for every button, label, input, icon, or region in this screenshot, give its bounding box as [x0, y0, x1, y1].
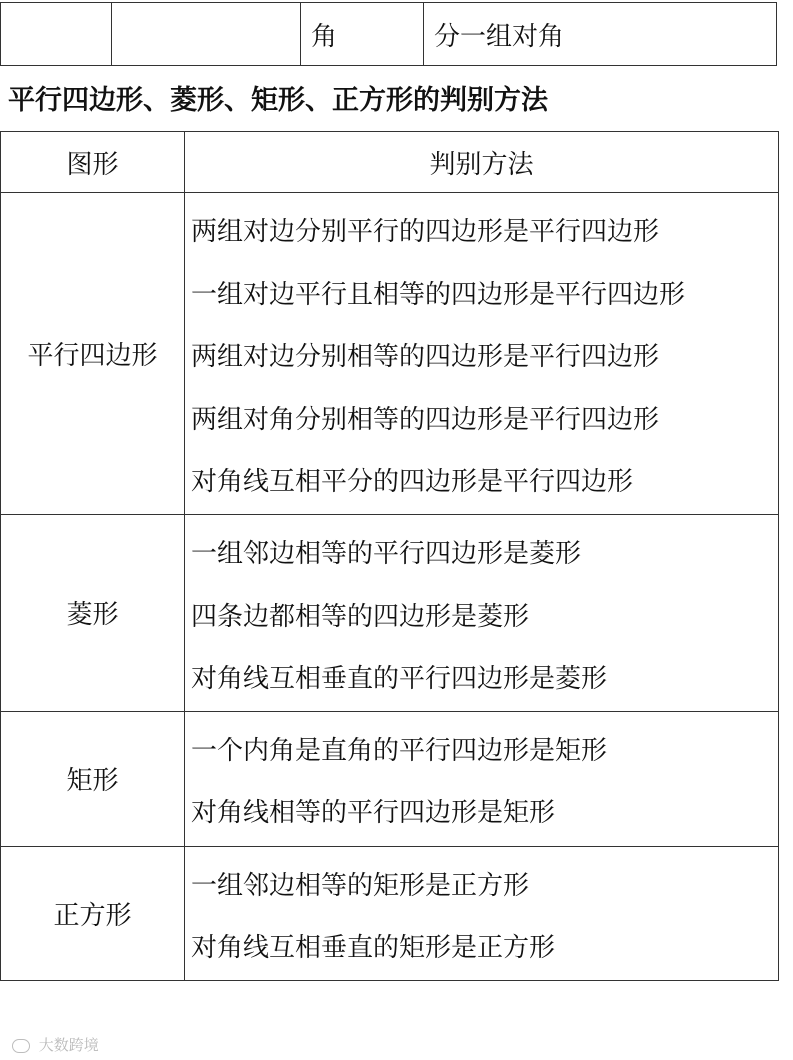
table-row	[1, 3, 777, 66]
previous-table-fragment	[0, 2, 777, 66]
table-cell	[1, 3, 112, 66]
method-item: 一组邻边相等的矩形是正方形	[191, 870, 530, 901]
table-row-rectangle	[1, 711, 779, 846]
table-cell: 分一组对角	[424, 3, 777, 66]
method-item: 一组邻边相等的平行四边形是菱形	[191, 539, 582, 569]
watermark-logo-icon	[12, 1039, 30, 1053]
table-cell: 角	[301, 3, 424, 66]
table-row-parallelogram	[1, 193, 779, 515]
table-cell	[112, 3, 301, 66]
method-list	[185, 515, 779, 712]
method-item: 四条边都相等的四边形是菱形	[191, 601, 530, 632]
method-item: 两组对边分别相等的四边形是平行四边形	[191, 342, 660, 373]
shape-name: 矩形	[1, 711, 185, 846]
section-title: 平行四边形、菱形、矩形、正方形的判别方法	[8, 85, 548, 116]
table-row-square	[1, 846, 779, 980]
watermark-text: 大数跨境	[38, 1036, 99, 1054]
shape-name: 菱形	[1, 515, 185, 712]
method-item: 一组对边平行且相等的四边形是平行四边形	[191, 279, 686, 310]
header-method: 判别方法	[185, 132, 779, 193]
table-header-row	[1, 132, 779, 193]
method-item: 对角线互相垂直的平行四边形是菱形	[191, 664, 608, 695]
table-row-rhombus	[1, 515, 779, 712]
criteria-table	[0, 131, 779, 981]
header-shape: 图形	[1, 132, 185, 193]
method-list	[185, 711, 779, 846]
method-item: 对角线相等的平行四边形是矩形	[191, 798, 556, 829]
watermark	[12, 1034, 99, 1055]
method-item: 一个内角是直角的平行四边形是矩形	[191, 735, 608, 766]
method-item: 对角线互相垂直的矩形是正方形	[191, 933, 556, 964]
method-item: 两组对角分别相等的四边形是平行四边形	[191, 404, 660, 435]
method-list	[185, 193, 779, 515]
method-item: 两组对边分别平行的四边形是平行四边形	[191, 217, 660, 247]
shape-name: 正方形	[1, 846, 185, 980]
method-list	[185, 846, 779, 980]
method-item: 对角线互相平分的四边形是平行四边形	[191, 467, 634, 498]
shape-name: 平行四边形	[1, 193, 185, 515]
